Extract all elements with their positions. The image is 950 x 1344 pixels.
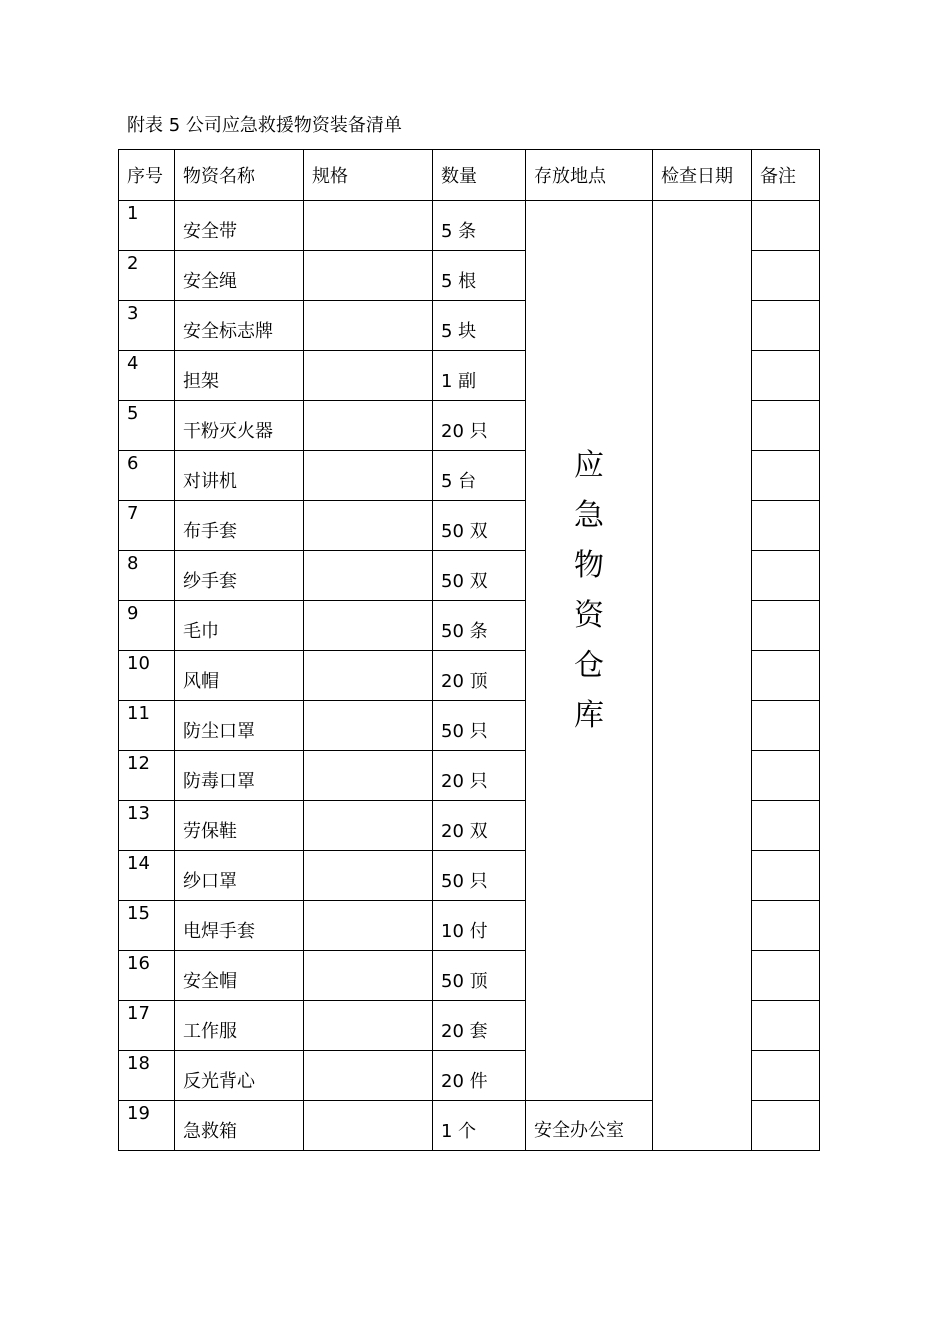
row-number: 19 xyxy=(119,1101,175,1151)
remark-cell xyxy=(752,901,820,951)
row-number: 8 xyxy=(119,551,175,601)
item-name: 反光背心 xyxy=(175,1051,304,1101)
row-number: 14 xyxy=(119,851,175,901)
remark-cell xyxy=(752,251,820,301)
item-spec xyxy=(304,501,433,551)
item-name: 风帽 xyxy=(175,651,304,701)
item-spec xyxy=(304,1051,433,1101)
header-row xyxy=(119,150,820,201)
row-number: 10 xyxy=(119,651,175,701)
item-name: 安全带 xyxy=(175,201,304,251)
storage-warehouse-char: 应 xyxy=(574,448,604,483)
remark-cell xyxy=(752,1001,820,1051)
row-number: 16 xyxy=(119,951,175,1001)
storage-warehouse-char: 物 xyxy=(574,548,604,583)
remark-cell xyxy=(752,351,820,401)
item-spec xyxy=(304,351,433,401)
remark-cell xyxy=(752,501,820,551)
remark-cell xyxy=(752,451,820,501)
item-quantity: 1 副 xyxy=(433,351,526,401)
item-spec xyxy=(304,801,433,851)
item-spec xyxy=(304,551,433,601)
row-number: 13 xyxy=(119,801,175,851)
check-date-cell xyxy=(653,201,752,1151)
header-no: 序号 xyxy=(119,150,175,201)
remark-cell xyxy=(752,1101,820,1151)
remark-cell xyxy=(752,951,820,1001)
row-number: 11 xyxy=(119,701,175,751)
item-quantity: 5 块 xyxy=(433,301,526,351)
header-check-date: 检查日期 xyxy=(653,150,752,201)
item-spec xyxy=(304,401,433,451)
storage-warehouse-char: 急 xyxy=(574,498,604,533)
item-name: 急救箱 xyxy=(175,1101,304,1151)
item-spec xyxy=(304,951,433,1001)
item-quantity: 20 双 xyxy=(433,801,526,851)
row-number: 2 xyxy=(119,251,175,301)
item-name: 安全帽 xyxy=(175,951,304,1001)
remark-cell xyxy=(752,751,820,801)
item-spec xyxy=(304,301,433,351)
header-storage: 存放地点 xyxy=(526,150,653,201)
item-quantity: 50 只 xyxy=(433,701,526,751)
item-quantity: 20 顶 xyxy=(433,651,526,701)
item-spec xyxy=(304,251,433,301)
item-name: 毛巾 xyxy=(175,601,304,651)
remark-cell xyxy=(752,401,820,451)
item-quantity: 50 双 xyxy=(433,551,526,601)
remark-cell xyxy=(752,651,820,701)
item-quantity: 20 件 xyxy=(433,1051,526,1101)
item-spec xyxy=(304,201,433,251)
item-name: 电焊手套 xyxy=(175,901,304,951)
row-number: 6 xyxy=(119,451,175,501)
remark-cell xyxy=(752,851,820,901)
item-name: 防尘口罩 xyxy=(175,701,304,751)
item-quantity: 50 只 xyxy=(433,851,526,901)
item-quantity: 50 顶 xyxy=(433,951,526,1001)
remark-cell xyxy=(752,801,820,851)
item-spec xyxy=(304,901,433,951)
item-spec xyxy=(304,751,433,801)
item-spec xyxy=(304,651,433,701)
item-name: 担架 xyxy=(175,351,304,401)
storage-warehouse-char: 资 xyxy=(574,598,604,633)
remark-cell xyxy=(752,551,820,601)
item-spec xyxy=(304,601,433,651)
item-quantity: 5 条 xyxy=(433,201,526,251)
header-spec: 规格 xyxy=(304,150,433,201)
item-name: 安全绳 xyxy=(175,251,304,301)
remark-cell xyxy=(752,201,820,251)
row-number: 3 xyxy=(119,301,175,351)
storage-warehouse-cell xyxy=(526,201,653,1101)
row-number: 18 xyxy=(119,1051,175,1101)
row-number: 4 xyxy=(119,351,175,401)
item-spec xyxy=(304,451,433,501)
item-name: 对讲机 xyxy=(175,451,304,501)
item-quantity: 20 只 xyxy=(433,751,526,801)
item-name: 劳保鞋 xyxy=(175,801,304,851)
item-spec xyxy=(304,851,433,901)
header-remark: 备注 xyxy=(752,150,820,201)
header-name: 物资名称 xyxy=(175,150,304,201)
item-name: 布手套 xyxy=(175,501,304,551)
item-name: 防毒口罩 xyxy=(175,751,304,801)
item-name: 纱口罩 xyxy=(175,851,304,901)
row-number: 17 xyxy=(119,1001,175,1051)
item-name: 纱手套 xyxy=(175,551,304,601)
item-name: 安全标志牌 xyxy=(175,301,304,351)
row-number: 5 xyxy=(119,401,175,451)
remark-cell xyxy=(752,601,820,651)
item-spec xyxy=(304,1101,433,1151)
row-number: 12 xyxy=(119,751,175,801)
table-body xyxy=(119,201,820,1151)
remark-cell xyxy=(752,1051,820,1101)
item-quantity: 50 条 xyxy=(433,601,526,651)
item-quantity: 20 只 xyxy=(433,401,526,451)
item-name: 干粉灭火器 xyxy=(175,401,304,451)
inventory-table xyxy=(118,149,820,1151)
row-number: 15 xyxy=(119,901,175,951)
remark-cell xyxy=(752,701,820,751)
row-number: 1 xyxy=(119,201,175,251)
item-quantity: 5 台 xyxy=(433,451,526,501)
item-quantity: 20 套 xyxy=(433,1001,526,1051)
item-quantity: 5 根 xyxy=(433,251,526,301)
item-quantity: 10 付 xyxy=(433,901,526,951)
item-name: 工作服 xyxy=(175,1001,304,1051)
item-quantity: 1 个 xyxy=(433,1101,526,1151)
page-title: 附表 5 公司应急救援物资装备清单 xyxy=(127,115,402,136)
remark-cell xyxy=(752,301,820,351)
row-number: 9 xyxy=(119,601,175,651)
item-quantity: 50 双 xyxy=(433,501,526,551)
storage-warehouse-char: 库 xyxy=(574,698,604,733)
item-spec xyxy=(304,701,433,751)
item-spec xyxy=(304,1001,433,1051)
storage-office-cell: 安全办公室 xyxy=(526,1101,653,1151)
table-row xyxy=(119,201,820,251)
storage-warehouse-char: 仓 xyxy=(574,648,604,683)
header-qty: 数量 xyxy=(433,150,526,201)
row-number: 7 xyxy=(119,501,175,551)
